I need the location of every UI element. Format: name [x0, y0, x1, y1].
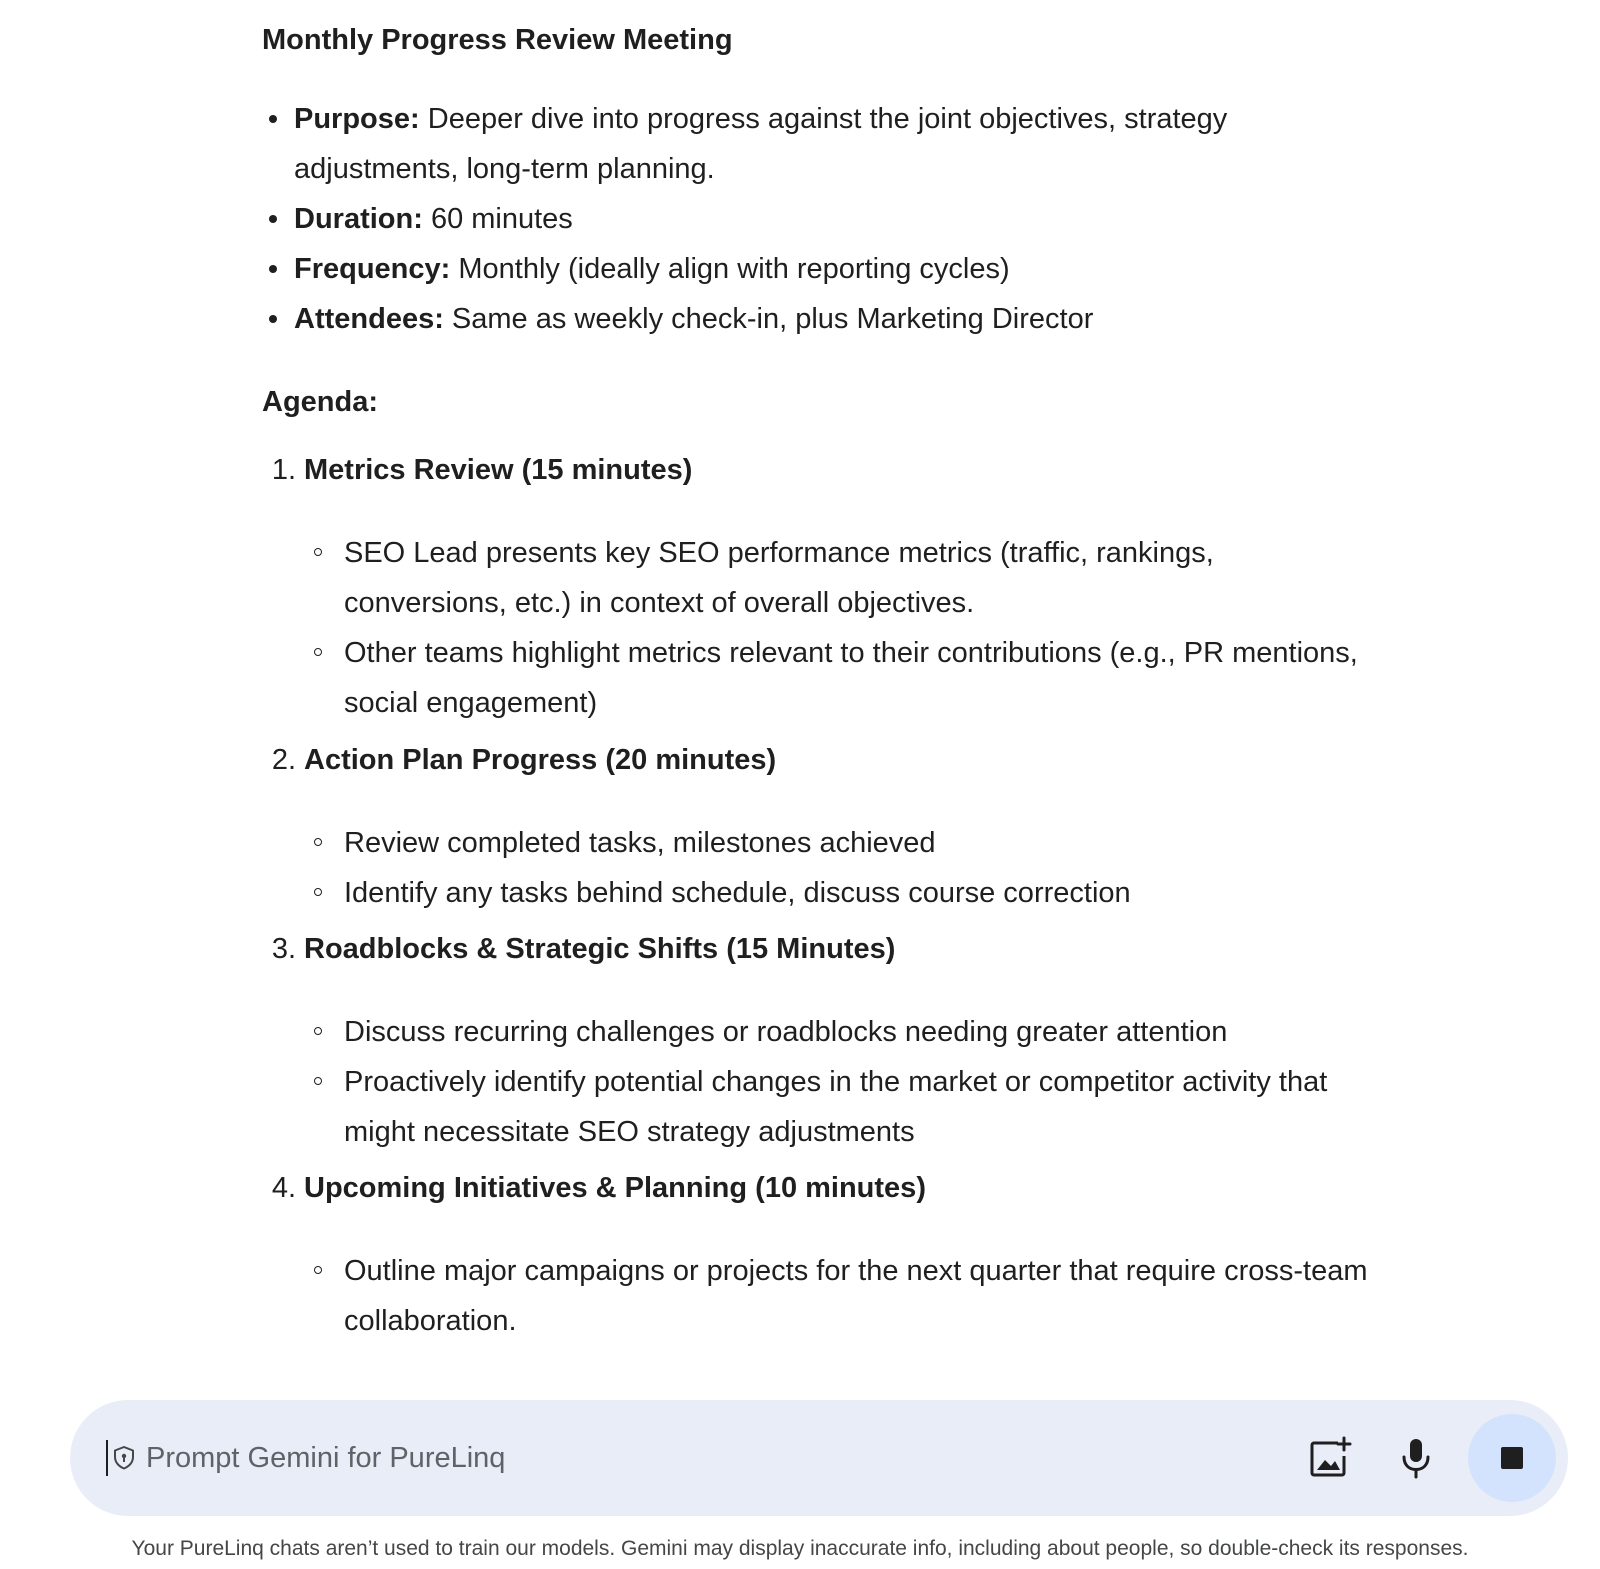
agenda-item-metrics-review — [262, 450, 1362, 490]
prompt-input[interactable] — [144, 1434, 1048, 1482]
microphone-button[interactable] — [1388, 1430, 1444, 1486]
agenda-item-upcoming-initiatives — [262, 1168, 1362, 1208]
agenda-item-title: Upcoming Initiatives & Planning (10 minutes) — [304, 1172, 926, 1204]
agenda-subitem: Outline major campaigns or projects for the next quarter that require cross-team collaboration. — [344, 1246, 1374, 1346]
agenda-item-title: Action Plan Progress (20 minutes) — [304, 744, 777, 776]
footer-disclaimer: Your PureLinq chats aren’t used to train our models. Gemini may display inaccurate info, including about people, so double-check its responses. — [131, 1537, 1469, 1560]
detail-label: Attendees: — [294, 303, 444, 335]
detail-duration — [262, 194, 1362, 244]
detail-text: Monthly (ideally align with reporting cycles) — [458, 253, 1010, 285]
stop-button[interactable] — [1468, 1414, 1556, 1502]
agenda-subitems — [344, 528, 1374, 728]
agenda-item-title: Roadblocks & Strategic Shifts (15 Minutes) — [304, 933, 896, 965]
response-title: Monthly Progress Review Meeting — [262, 24, 733, 56]
detail-label: Purpose: — [294, 103, 420, 135]
detail-text: Deeper dive into progress against the joint objectives, strategy adjustments, long-term planning. — [294, 103, 1228, 185]
shield-icon — [112, 1445, 136, 1471]
microphone-icon — [1388, 1430, 1444, 1486]
agenda-subitem: Discuss recurring challenges or roadblocks needing greater attention — [344, 1007, 1374, 1057]
detail-text: Same as weekly check-in, plus Marketing Director — [451, 303, 1094, 335]
agenda-item-number: 3. — [271, 933, 296, 965]
detail-text: 60 minutes — [430, 203, 573, 235]
agenda-item-action-plan — [262, 740, 1362, 780]
agenda-subitem: SEO Lead presents key SEO performance metrics (traffic, rankings, conversions, etc.) in context of overall objectives. — [344, 528, 1374, 628]
agenda-subitems — [344, 1007, 1374, 1157]
meeting-details-list — [262, 94, 1362, 344]
detail-label: Frequency: — [294, 253, 451, 285]
agenda-subitems — [344, 818, 1374, 918]
agenda-item-number: 1. — [271, 454, 296, 486]
add-image-button[interactable] — [1302, 1430, 1358, 1486]
text-caret — [106, 1440, 108, 1476]
detail-label: Duration: — [294, 203, 423, 235]
agenda-subitem: Review completed tasks, milestones achieved — [344, 818, 1374, 868]
prompt-bar — [70, 1400, 1568, 1516]
agenda-subitem: Proactively identify potential changes in the market or competitor activity that might necessitate SEO strategy adjustments — [344, 1057, 1374, 1157]
agenda-subitem: Identify any tasks behind schedule, discuss course correction — [344, 868, 1374, 918]
agenda-item-title: Metrics Review (15 minutes) — [304, 454, 693, 486]
agenda-subitem: Other teams highlight metrics relevant to their contributions (e.g., PR mentions, social engagement) — [344, 628, 1374, 728]
detail-attendees — [262, 294, 1362, 344]
agenda-heading: Agenda: — [262, 386, 378, 418]
agenda-subitems — [344, 1246, 1374, 1346]
stop-icon — [1501, 1447, 1523, 1469]
response-content — [262, 0, 1382, 1405]
agenda-item-number: 2. — [271, 744, 296, 776]
agenda-item-number: 4. — [271, 1172, 296, 1204]
add-image-icon — [1302, 1430, 1358, 1486]
detail-purpose — [262, 94, 1362, 194]
detail-frequency — [262, 244, 1362, 294]
agenda-item-roadblocks — [262, 929, 1362, 969]
